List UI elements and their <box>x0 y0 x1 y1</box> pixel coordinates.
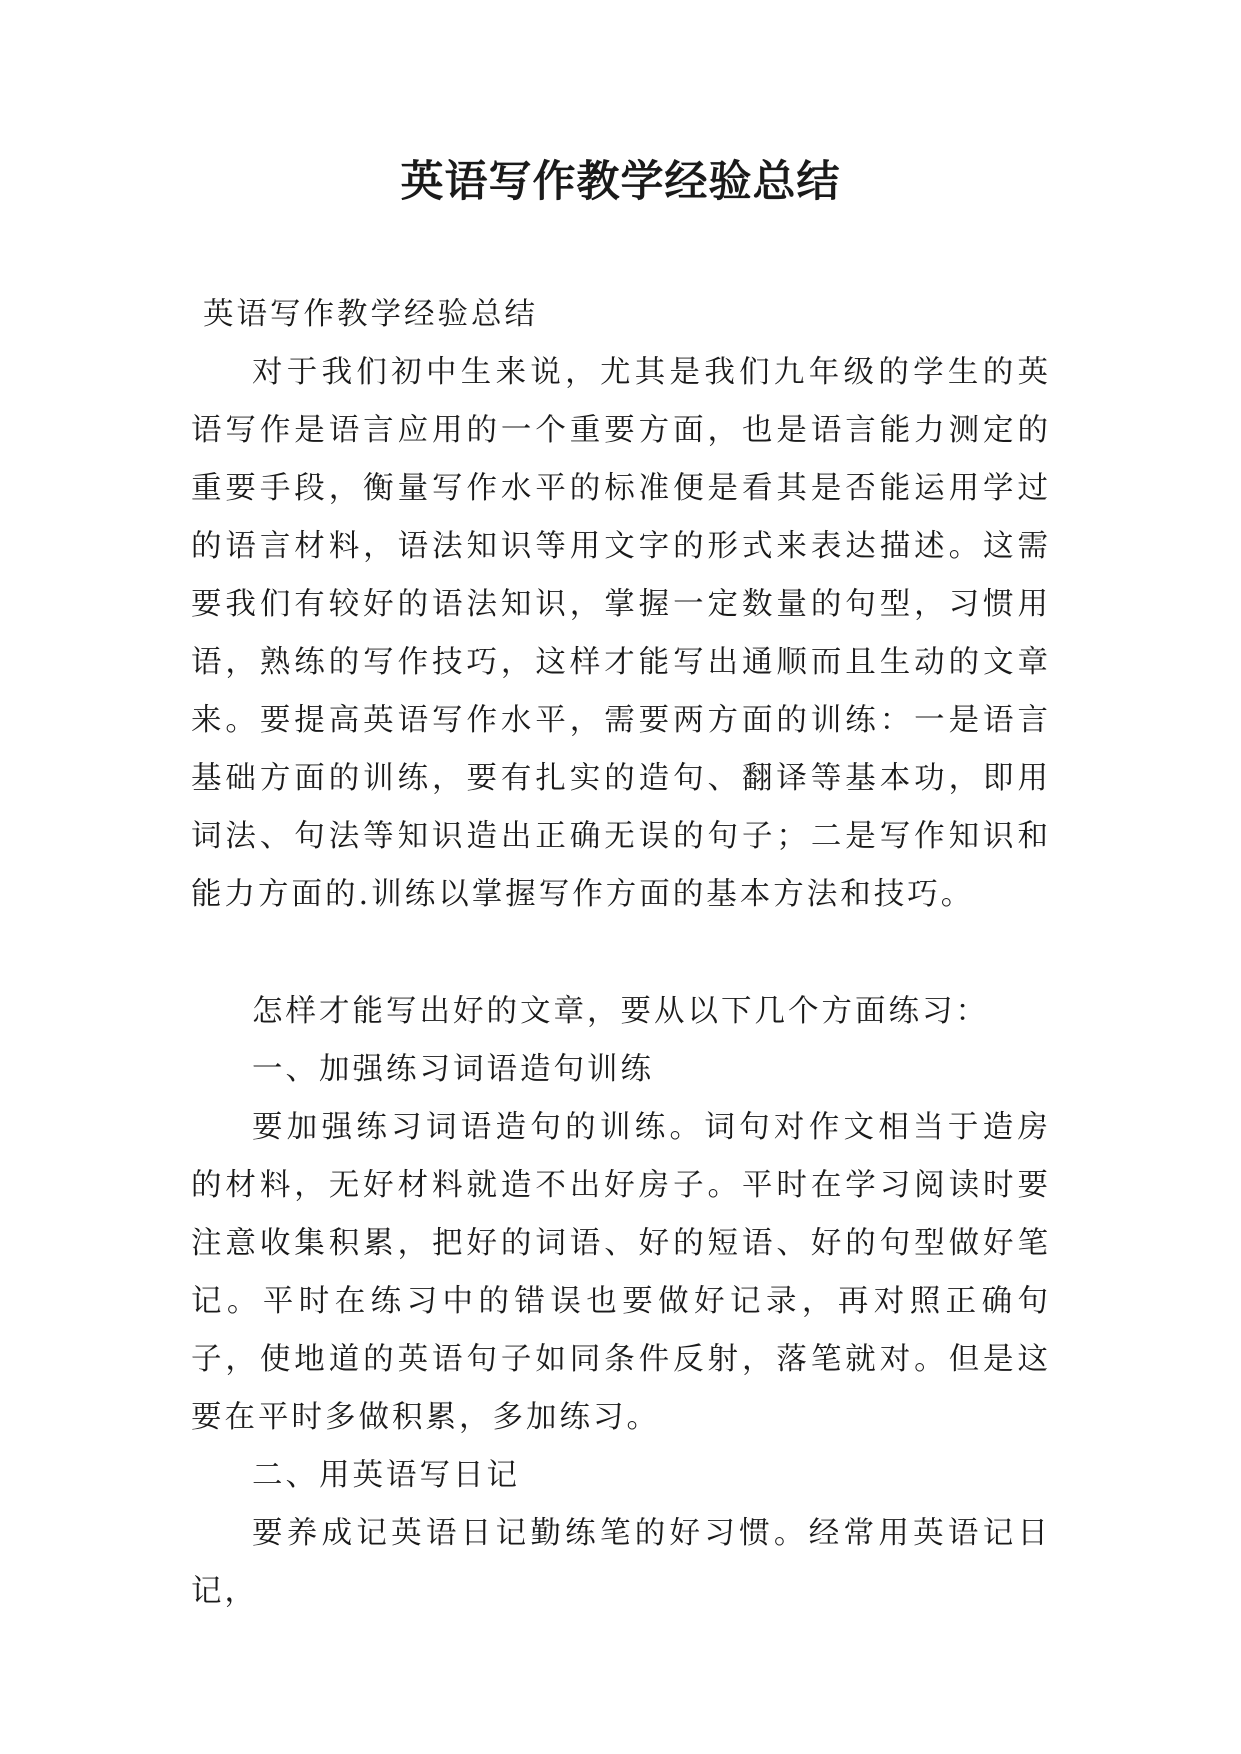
section-paragraph-2: 要养成记英语日记勤练笔的好习惯。经常用英语记日记， <box>191 1516 1051 1609</box>
intro-paragraph: 对于我们初中生来说，尤其是我们九年级的学生的英语写作是语言应用的一个重要方面，也是语言能力测定的重要手段，衡量写作水平的标准便是看其是否能运用学过的语言材料，语法知识等用文字的形式来表达描述。这需要我们有较好的语法知识，掌握一定数量的句型，习惯用语，熟练的写作技巧，这样才能写出通顺而且生动的文章来。要提高英语写作水平，需要两方面的训练：一是语言基础方面的训练，要有扎实的造句、翻译等基本功，即用词法、句法等知识造出正确无误的句子；二是写作知识和能力方面的.训练以掌握写作方面的基本方法和技巧。 <box>191 355 1051 912</box>
document-title: 英语写作教学经验总结 <box>400 157 841 207</box>
document-subtitle: 英语写作教学经验总结 <box>203 297 538 332</box>
section-heading-2: 二、用英语写日记 <box>252 1458 520 1493</box>
section-heading-1: 一、加强练习词语造句训练 <box>252 1052 654 1087</box>
intro-section <box>191 344 1051 924</box>
section-paragraph-1: 要加强练习词语造句的训练。词句对作文相当于造房的材料，无好材料就造不出好房子。平时在学习阅读时要注意收集积累，把好的词语、好的短语、好的句型做好笔记。平时在练习中的错误也要做好记录，再对照正确句子，使地道的英语句子如同条件反射，落笔就对。但是这要在平时多做积累，多加练习。 <box>191 1110 1051 1435</box>
methods-section <box>191 983 1051 1621</box>
methods-lead-paragraph: 怎样才能写出好的文章，要从以下几个方面练习： <box>252 994 989 1029</box>
